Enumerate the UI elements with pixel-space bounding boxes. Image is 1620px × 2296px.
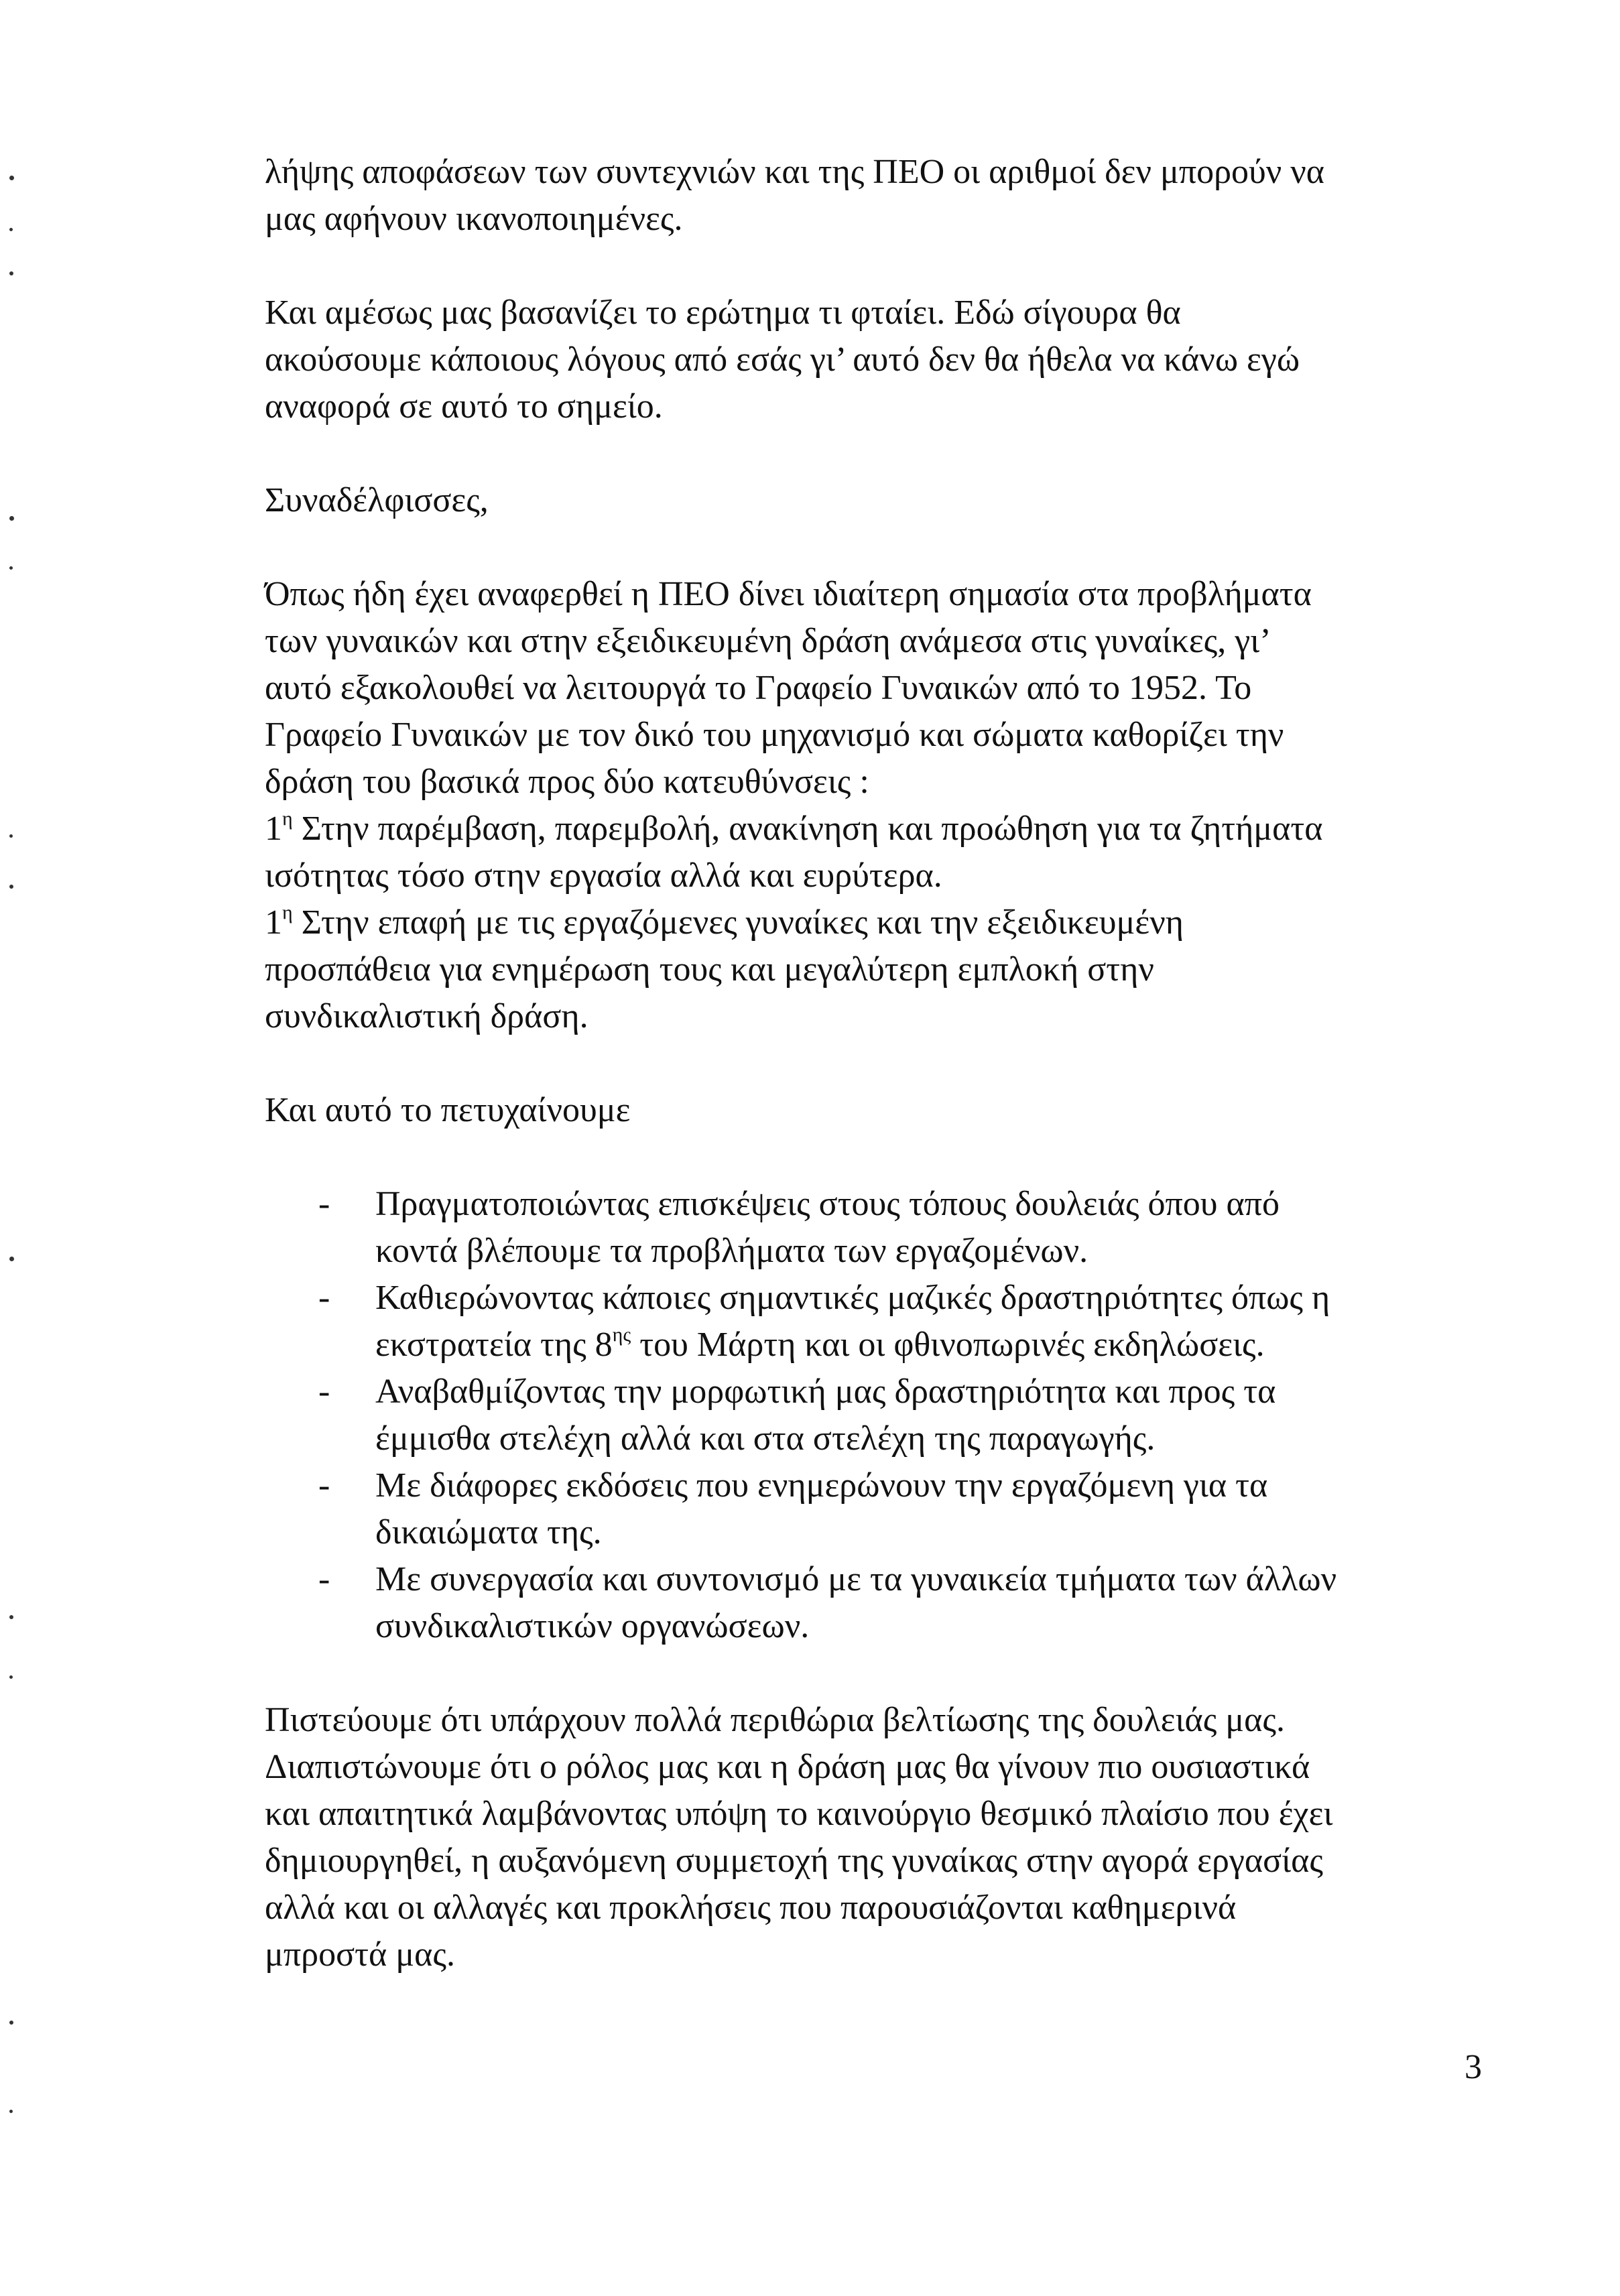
paragraph-line: δράση του βασικά προς δύο κατευθύνσεις : <box>265 763 869 801</box>
list-item <box>265 1368 1511 1462</box>
scan-mark <box>9 2021 13 2025</box>
list-item-line: δικαιώματα της. <box>375 1513 602 1551</box>
list-intro-text: Και αυτό το πετυχαίνουμε <box>265 1091 631 1129</box>
page-number: 3 <box>1465 2048 1482 2086</box>
dash-marker: - <box>318 1279 330 1317</box>
greeting <box>265 477 1511 524</box>
closing-paragraph <box>265 1697 1511 1978</box>
dash-marker: - <box>318 1185 330 1223</box>
point-ordinal: η <box>282 808 293 830</box>
scan-mark <box>9 271 13 275</box>
list-item-line: έμμισθα στελέχη αλλά και στα στελέχη της παραγωγής. <box>375 1419 1156 1458</box>
paragraph-line: αλλά και οι αλλαγές και προκλήσεις που παρουσιάζονται καθημερινά <box>265 1889 1237 1927</box>
point-number: 1 <box>265 903 282 942</box>
scan-mark <box>9 1257 14 1261</box>
paragraph-line: Διαπιστώνουμε ότι ο ρόλος μας και η δράση μας θα γίνουν πιο ουσιαστικά <box>265 1748 1310 1786</box>
list-item-line: Με συνεργασία και συντονισμό με τα γυναικεία τμήματα των άλλων <box>375 1560 1337 1598</box>
ordinal-suffix: ης <box>612 1324 631 1346</box>
paragraph-line: και απαιτητικά λαμβάνοντας υπόψη το καινούργιο θεσμικό πλαίσιο που έχει <box>265 1795 1333 1833</box>
paragraph-line: προσπάθεια για ενημέρωση τους και μεγαλύτερη εμπλοκή στην <box>265 950 1154 988</box>
scan-mark <box>9 885 13 889</box>
scan-mark <box>9 176 14 180</box>
point-2-line <box>265 899 1511 946</box>
dash-marker: - <box>318 1466 330 1505</box>
scan-mark <box>9 2110 13 2113</box>
list-item-line: κοντά βλέπουμε τα προβλήματα των εργαζομένων. <box>375 1232 1088 1270</box>
scan-mark <box>9 1675 13 1679</box>
scan-mark <box>9 228 13 231</box>
paragraph-line: των γυναικών και στην εξειδικευμένη δράση ανάμεσα στις γυναίκες, γι’ <box>265 622 1271 660</box>
paragraph-line: μπροστά μας. <box>265 1935 455 1974</box>
scan-mark <box>9 1615 13 1619</box>
list-intro <box>265 1087 1511 1134</box>
bullet-list <box>265 1181 1511 1650</box>
point-text: Στην επαφή με τις εργαζόμενες γυναίκες και την εξειδικευμένη <box>292 903 1184 942</box>
list-item <box>265 1275 1511 1368</box>
point-ordinal: η <box>282 901 293 923</box>
list-item-text: του Μάρτη και οι φθινοπωρινές εκδηλώσεις. <box>631 1326 1265 1364</box>
paragraph-line: Όπως ήδη έχει αναφερθεί η ΠΕΟ δίνει ιδιαίτερη σημασία στα προβλήματα <box>265 575 1312 613</box>
paragraph-line: μας αφήνουν ικανοποιημένες. <box>265 200 683 238</box>
paragraph-line: λήψης αποφάσεων των συντεχνιών και της ΠΕΟ οι αριθμοί δεν μπορούν να <box>265 153 1325 191</box>
paragraph-line: Πιστεύουμε ότι υπάρχουν πολλά περιθώρια βελτίωσης της δουλειάς μας. <box>265 1701 1286 1739</box>
dash-marker: - <box>318 1560 330 1598</box>
list-item-line: Πραγματοποιώντας επισκέψεις στους τόπους δουλειάς όπου από <box>375 1185 1280 1223</box>
list-item-line: συνδικαλιστικών οργανώσεων. <box>375 1607 810 1645</box>
scan-mark <box>9 834 13 838</box>
scan-mark <box>9 566 13 570</box>
scan-mark <box>9 516 14 521</box>
paragraph-line: συνδικαλιστική δράση. <box>265 997 588 1035</box>
list-item-line: Αναβαθμίζοντας την μορφωτική μας δραστηριότητα και προς τα <box>375 1373 1276 1411</box>
list-item-text: εκστρατεία της 8 <box>375 1326 613 1364</box>
dash-marker: - <box>318 1373 330 1411</box>
paragraph-line: Και αμέσως μας βασανίζει το ερώτημα τι φταίει. Εδώ σίγουρα θα <box>265 294 1181 332</box>
list-item <box>265 1181 1511 1275</box>
document-body <box>265 149 1511 2025</box>
point-number: 1 <box>265 810 282 848</box>
list-item <box>265 1462 1511 1556</box>
paragraph-line: αναφορά σε αυτό το σημείο. <box>265 387 663 426</box>
paragraph-line: αυτό εξακολουθεί να λειτουργά το Γραφείο Γυναικών από το 1952. Το <box>265 669 1252 707</box>
paragraph-line: Γραφείο Γυναικών με τον δικό του μηχανισμό και σώματα καθορίζει την <box>265 716 1284 754</box>
paragraph-line: ακούσουμε κάποιους λόγους από εσάς γι’ αυτό δεν θα ήθελα να κάνω εγώ <box>265 340 1300 379</box>
paragraph-2 <box>265 290 1511 430</box>
list-item <box>265 1556 1511 1650</box>
list-item-line: Με διάφορες εκδόσεις που ενημερώνουν την εργαζόμενη για τα <box>375 1466 1268 1505</box>
section-paragraph <box>265 571 1511 1040</box>
list-item-line <box>375 1322 1511 1368</box>
paragraph-line: ισότητας τόσο στην εργασία αλλά και ευρύτερα. <box>265 856 942 895</box>
paragraph-line: δημιουργηθεί, η αυξανόμενη συμμετοχή της γυναίκας στην αγορά εργασίας <box>265 1842 1323 1880</box>
point-text: Στην παρέμβαση, παρεμβολή, ανακίνηση και προώθηση για τα ζητήματα <box>292 810 1323 848</box>
list-item-line: Καθιερώνοντας κάποιες σημαντικές μαζικές δραστηριότητες όπως η <box>375 1279 1330 1317</box>
paragraph-1 <box>265 149 1511 243</box>
point-1-line <box>265 806 1511 852</box>
greeting-text: Συναδέλφισσες, <box>265 481 489 519</box>
